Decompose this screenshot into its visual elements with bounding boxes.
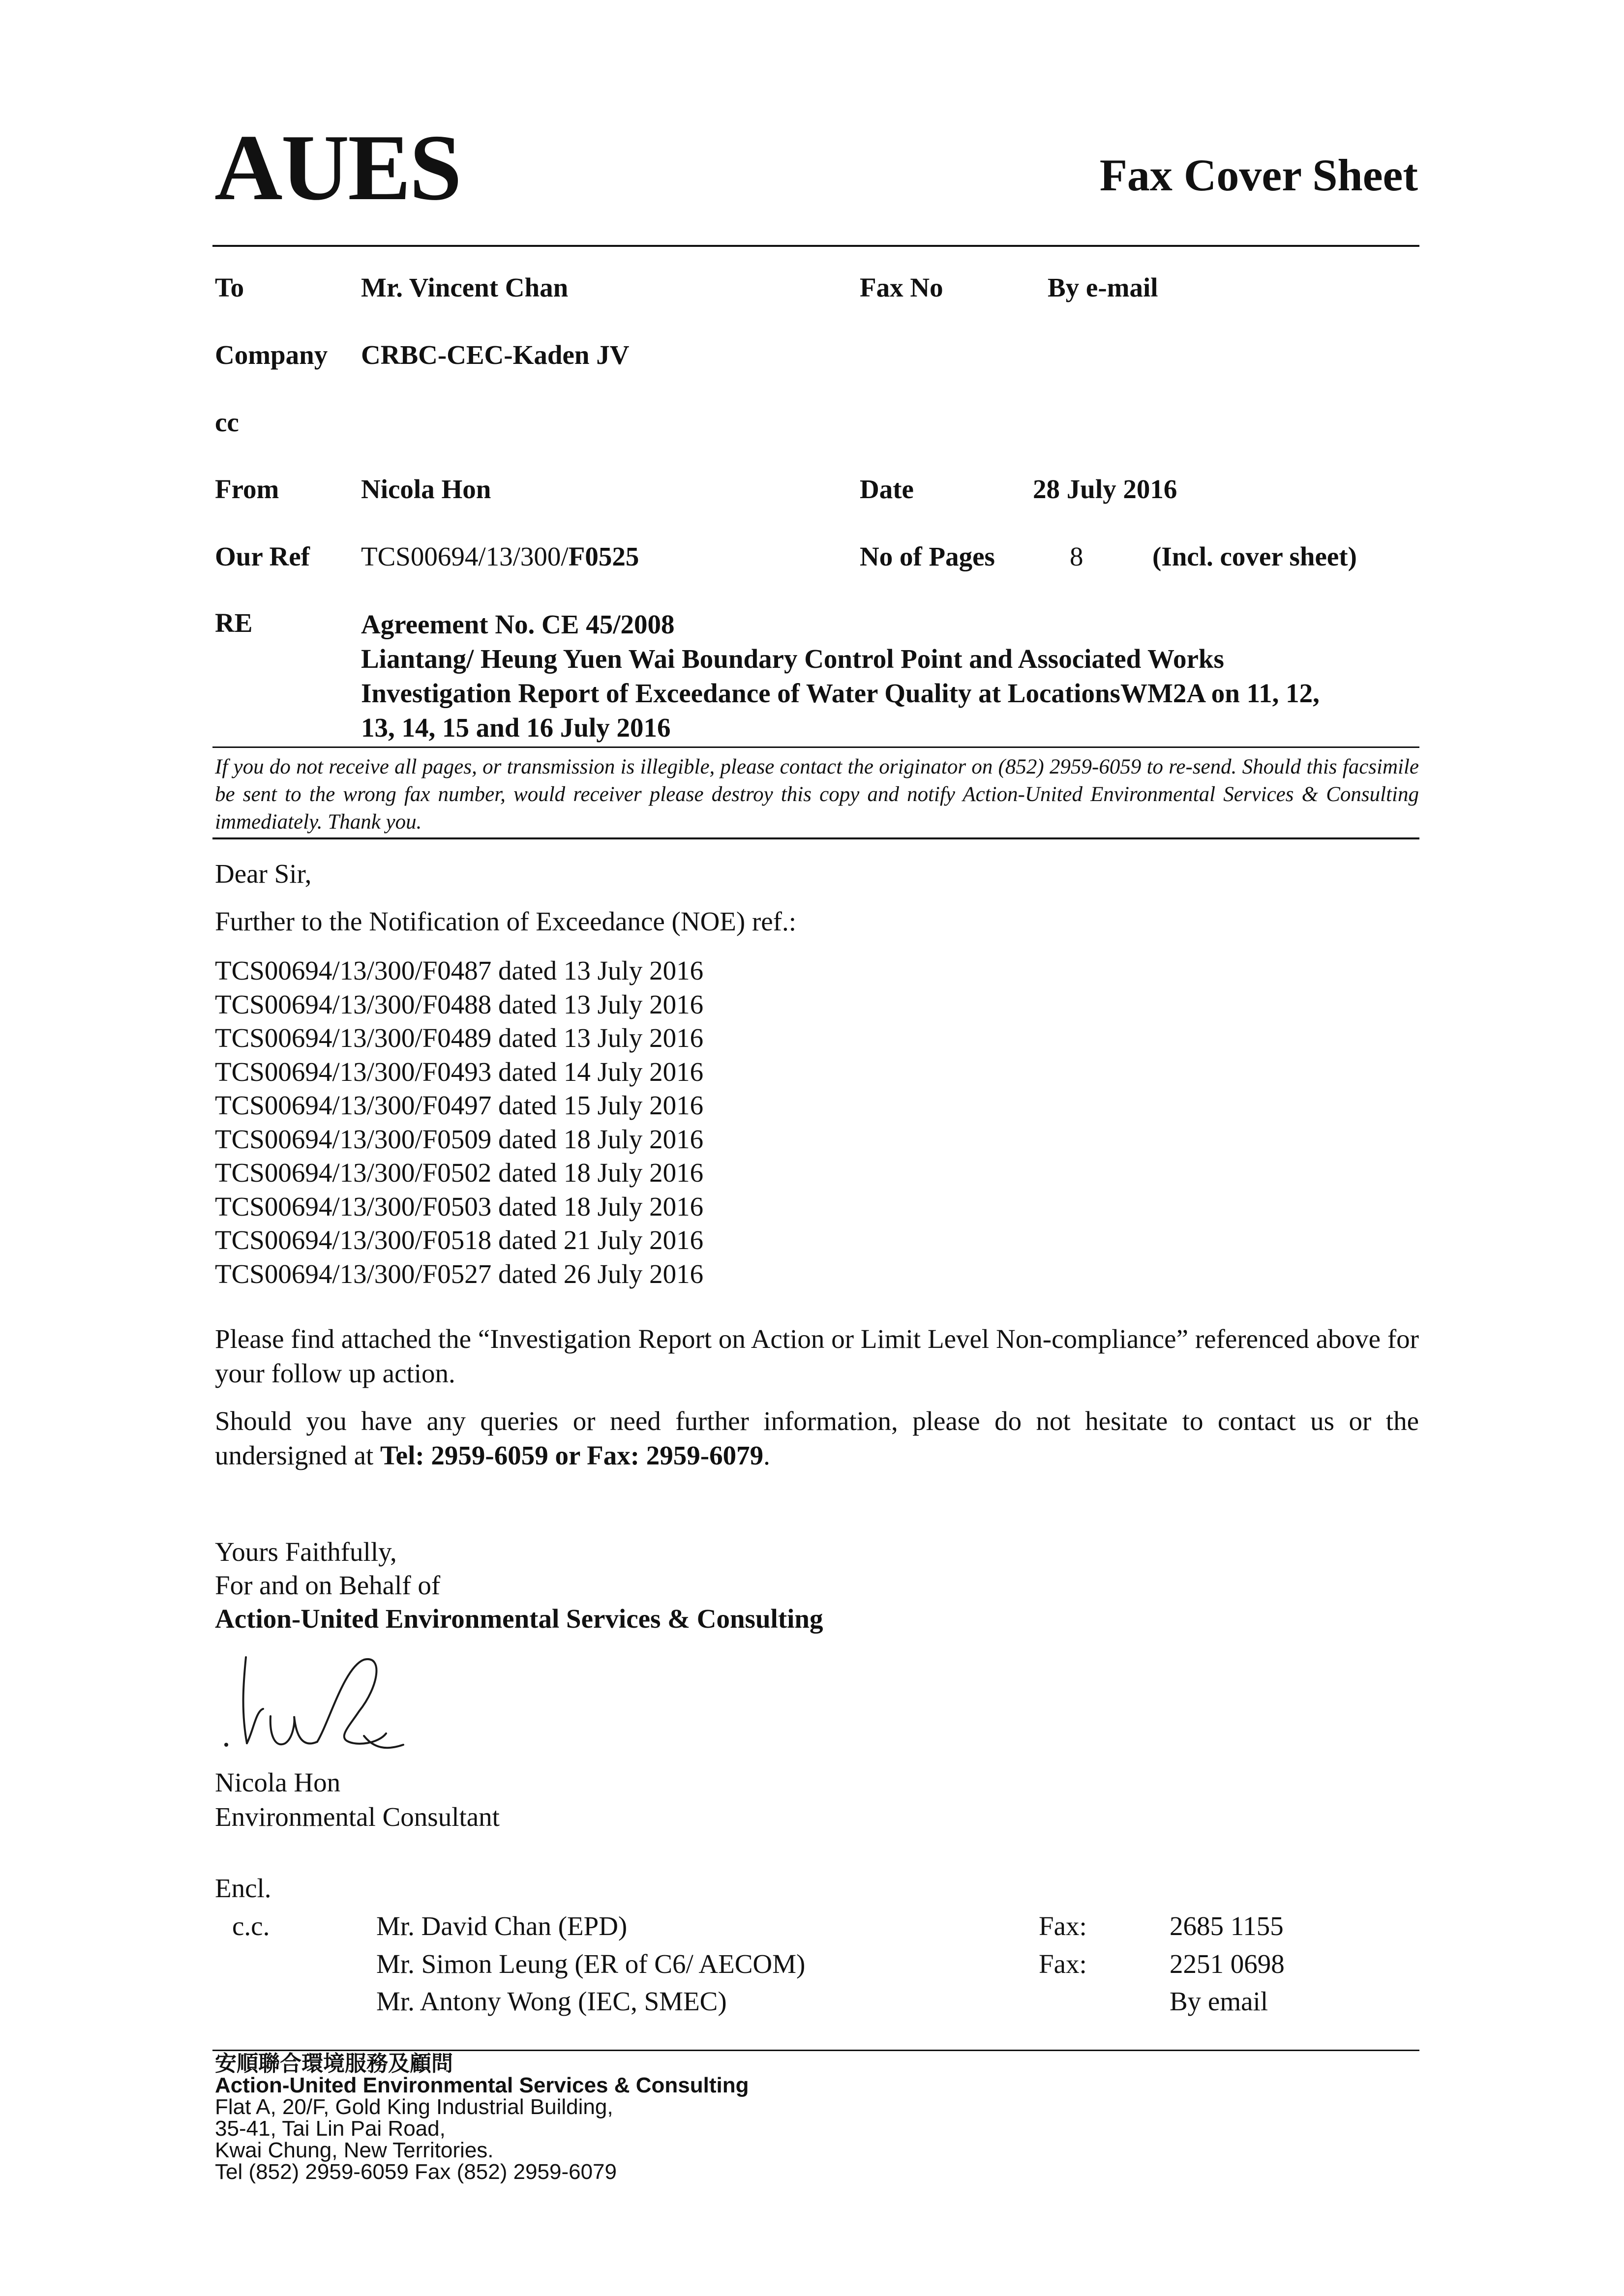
signer-block	[215, 1765, 500, 1834]
date-label: Date	[860, 474, 914, 504]
noe-reference: TCS00694/13/300/F0497 dated 15 July 2016	[215, 1090, 704, 1120]
disclaimer-rule	[212, 837, 1419, 839]
intro-text: Further to the Notification of Exceedance (NOE) ref.:	[215, 906, 797, 936]
cc-recipient-fax: 2685 1155	[1170, 1911, 1284, 1941]
noe-reference: TCS00694/13/300/F0503 dated 18 July 2016	[215, 1191, 704, 1222]
our-ref-value: TCS00694/13/300/F0525	[361, 541, 639, 571]
attachment-paragraph: Please find attached the “Investigation Report on Action or Limit Level Non-compliance” referenced above for your follow up action.	[215, 1324, 1419, 1388]
cc-recipient-name: Mr. Antony Wong (IEC, SMEC)	[376, 1986, 727, 2016]
cc-recipient-fax: By email	[1170, 1986, 1268, 2016]
closing-line: Yours Faithfully,	[215, 1537, 397, 1567]
closing-line: For and on Behalf of	[215, 1570, 441, 1600]
company-label: Company	[215, 340, 328, 370]
from-label: From	[215, 474, 279, 504]
footer-contact: Tel (852) 2959-6059 Fax (852) 2959-6079	[215, 2160, 617, 2184]
footer-address-line: 35-41, Tai Lin Pai Road,	[215, 2117, 446, 2141]
footer-company: Action-United Environmental Services & Consulting	[215, 2073, 749, 2097]
signer-title: Environmental Consultant	[215, 1802, 500, 1832]
company-value: CRBC-CEC-Kaden JV	[361, 340, 630, 370]
footer-rule	[212, 2050, 1419, 2051]
from-value: Nicola Hon	[361, 474, 491, 504]
signer-name: Nicola Hon	[215, 1767, 341, 1797]
cc-recipient-fax: 2251 0698	[1170, 1949, 1285, 1979]
company-logo: AUES	[214, 115, 461, 220]
noe-reference: TCS00694/13/300/F0493 dated 14 July 2016	[215, 1056, 704, 1087]
footer-address-line: Flat A, 20/F, Gold King Industrial Building,	[215, 2095, 613, 2119]
footer-address	[215, 2053, 749, 2183]
fax-label: Fax No	[860, 272, 943, 302]
our-ref-label: Our Ref	[215, 541, 310, 571]
cc-recipient-fax-label: Fax:	[1039, 1911, 1087, 1941]
cc-recipient-name: Mr. David Chan (EPD)	[376, 1911, 628, 1941]
noe-reference: TCS00694/13/300/F0489 dated 13 July 2016	[215, 1023, 704, 1053]
closing-block	[215, 1535, 823, 1636]
pages-label: No of Pages	[860, 541, 995, 571]
noe-reference: TCS00694/13/300/F0488 dated 13 July 2016	[215, 989, 704, 1019]
fax-value: By e-mail	[1048, 272, 1158, 302]
document-title: Fax Cover Sheet	[1099, 150, 1418, 200]
noe-reference: TCS00694/13/300/F0527 dated 26 July 2016	[215, 1258, 704, 1289]
closing-company: Action-United Environmental Services & Consulting	[215, 1604, 823, 1634]
contact-paragraph: Should you have any queries or need further information, please do not hesitate to contact us or the undersigned at Tel: 2959-6059 or Fax: 2959-6079.	[215, 1406, 1419, 1470]
noe-reference: TCS00694/13/300/F0518 dated 21 July 2016	[215, 1225, 704, 1255]
noe-reference: TCS00694/13/300/F0509 dated 18 July 2016	[215, 1124, 704, 1154]
noe-reference-list	[215, 954, 703, 1291]
header-rule	[212, 245, 1419, 247]
noe-reference: TCS00694/13/300/F0487 dated 13 July 2016	[215, 955, 704, 985]
noe-reference: TCS00694/13/300/F0502 dated 18 July 2016	[215, 1158, 704, 1188]
cc-list-label: c.c.	[232, 1911, 270, 1941]
enclosure-label: Encl.	[215, 1873, 271, 1903]
salutation: Dear Sir,	[215, 859, 312, 889]
cc-recipient-fax-label: Fax:	[1039, 1949, 1087, 1979]
re-line: 13, 14, 15 and 16 July 2016	[361, 713, 671, 743]
handwritten-signature	[216, 1638, 433, 1760]
pages-value: 8	[1070, 541, 1083, 571]
re-line: Investigation Report of Exceedance of Water Quality at LocationsWM2A on 11, 12,	[361, 678, 1320, 708]
to-value: Mr. Vincent Chan	[361, 272, 569, 302]
to-label: To	[215, 272, 244, 302]
subject-rule	[212, 746, 1419, 748]
cc-label: cc	[215, 407, 239, 437]
footer-address-line: Kwai Chung, New Territories.	[215, 2138, 494, 2162]
re-subject	[361, 607, 1320, 745]
footer-chinese-name: 安順聯合環境服務及顧問	[215, 2052, 453, 2076]
re-line: Liantang/ Heung Yuen Wai Boundary Control Point and Associated Works	[361, 644, 1224, 674]
transmission-disclaimer: If you do not receive all pages, or transmission is illegible, please contact the originator on (852) 2959-6059 to re-send. Should this facsimile be sent to the wrong fax number, would receiver please destroy this copy and notify Action-United Environmental Services & Consulting immediately. Thank you.	[215, 755, 1419, 834]
date-value: 28 July 2016	[1033, 474, 1177, 504]
re-label: RE	[215, 608, 253, 638]
cc-recipient-name: Mr. Simon Leung (ER of C6/ AECOM)	[376, 1949, 806, 1979]
pages-note: (Incl. cover sheet)	[1152, 541, 1357, 571]
re-line: Agreement No. CE 45/2008	[361, 609, 675, 639]
